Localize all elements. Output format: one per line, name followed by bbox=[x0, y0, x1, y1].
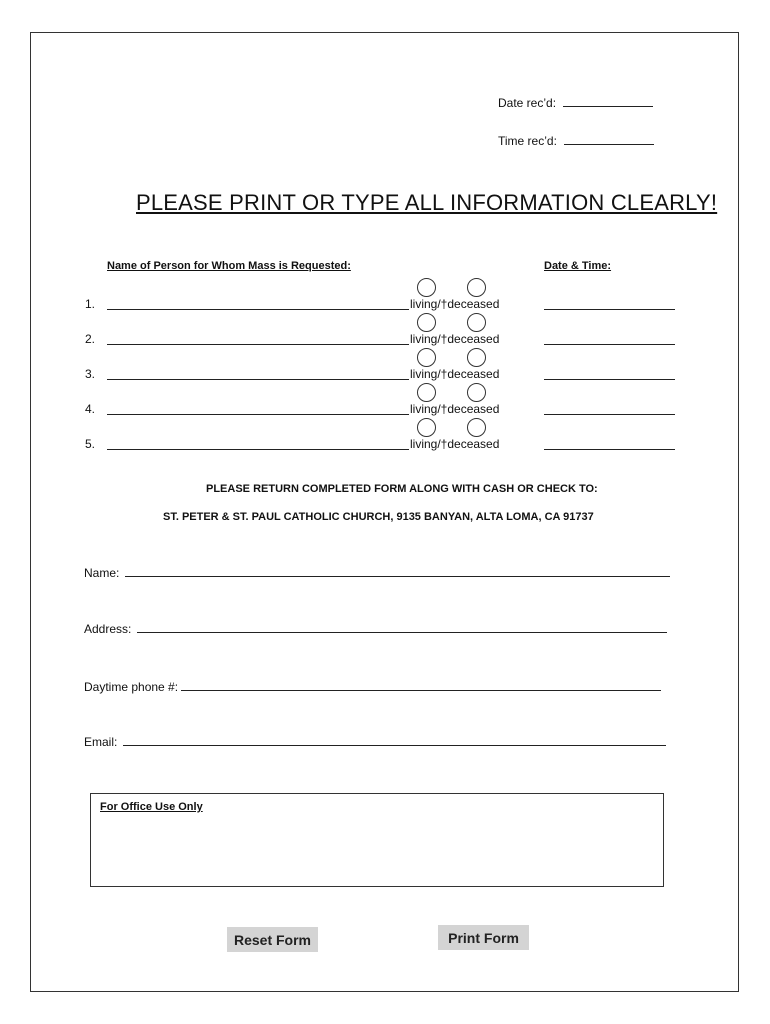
contact-name-row bbox=[84, 565, 670, 580]
date-time-field[interactable] bbox=[544, 438, 675, 450]
living-radio[interactable] bbox=[417, 313, 436, 332]
row-number: 3. bbox=[85, 367, 96, 381]
contact-email-label: Email: bbox=[84, 735, 118, 749]
deceased-radio[interactable] bbox=[467, 313, 486, 332]
date-received-row bbox=[498, 95, 653, 110]
deceased-radio[interactable] bbox=[467, 418, 486, 437]
person-name-field[interactable] bbox=[107, 438, 409, 450]
time-received-row bbox=[498, 133, 654, 148]
contact-email-field[interactable] bbox=[123, 734, 666, 746]
contact-name-label: Name: bbox=[84, 566, 120, 580]
date-time-field[interactable] bbox=[544, 403, 675, 415]
contact-address-row bbox=[84, 621, 667, 636]
return-instructions-line1: PLEASE RETURN COMPLETED FORM ALONG WITH CASH OR CHECK TO: bbox=[206, 483, 598, 495]
living-deceased-label: living/†deceased bbox=[410, 367, 500, 381]
contact-address-label: Address: bbox=[84, 622, 132, 636]
contact-name-field[interactable] bbox=[125, 565, 670, 577]
contact-phone-label: Daytime phone #: bbox=[84, 680, 179, 694]
contact-email-row bbox=[84, 734, 666, 749]
deceased-radio[interactable] bbox=[467, 383, 486, 402]
row-number: 2. bbox=[85, 332, 96, 346]
living-radio[interactable] bbox=[417, 348, 436, 367]
date-column-header: Date & Time: bbox=[544, 260, 612, 272]
name-column-header: Name of Person for Whom Mass is Requested: bbox=[107, 260, 351, 272]
living-deceased-label: living/†deceased bbox=[410, 402, 500, 416]
date-received-label: Date rec’d: bbox=[498, 96, 557, 110]
deceased-radio[interactable] bbox=[467, 278, 486, 297]
return-instructions-line2: ST. PETER & ST. PAUL CATHOLIC CHURCH, 9135 BANYAN, ALTA LOMA, CA 91737 bbox=[163, 511, 594, 523]
reset-form-button[interactable]: Reset Form bbox=[227, 927, 318, 952]
living-deceased-label: living/†deceased bbox=[410, 332, 500, 346]
person-name-field[interactable] bbox=[107, 333, 409, 345]
date-time-field[interactable] bbox=[544, 333, 675, 345]
living-radio[interactable] bbox=[417, 418, 436, 437]
office-use-label: For Office Use Only bbox=[100, 801, 203, 813]
date-time-field[interactable] bbox=[544, 298, 675, 310]
date-time-field[interactable] bbox=[544, 368, 675, 380]
contact-phone-field[interactable] bbox=[181, 679, 661, 691]
row-number: 1. bbox=[85, 297, 96, 311]
person-name-field[interactable] bbox=[107, 368, 409, 380]
time-received-field[interactable] bbox=[564, 133, 654, 145]
row-number: 5. bbox=[85, 437, 96, 451]
print-form-button[interactable]: Print Form bbox=[438, 925, 529, 950]
page-title: PLEASE PRINT OR TYPE ALL INFORMATION CLEARLY! bbox=[136, 190, 718, 215]
time-received-label: Time rec’d: bbox=[498, 134, 557, 148]
living-radio[interactable] bbox=[417, 278, 436, 297]
person-name-field[interactable] bbox=[107, 298, 409, 310]
person-name-field[interactable] bbox=[107, 403, 409, 415]
date-received-field[interactable] bbox=[563, 95, 653, 107]
living-radio[interactable] bbox=[417, 383, 436, 402]
living-deceased-label: living/†deceased bbox=[410, 437, 500, 451]
row-number: 4. bbox=[85, 402, 96, 416]
deceased-radio[interactable] bbox=[467, 348, 486, 367]
living-deceased-label: living/†deceased bbox=[410, 297, 500, 311]
contact-address-field[interactable] bbox=[137, 621, 667, 633]
office-use-box[interactable] bbox=[90, 793, 664, 887]
contact-phone-row bbox=[84, 679, 661, 694]
